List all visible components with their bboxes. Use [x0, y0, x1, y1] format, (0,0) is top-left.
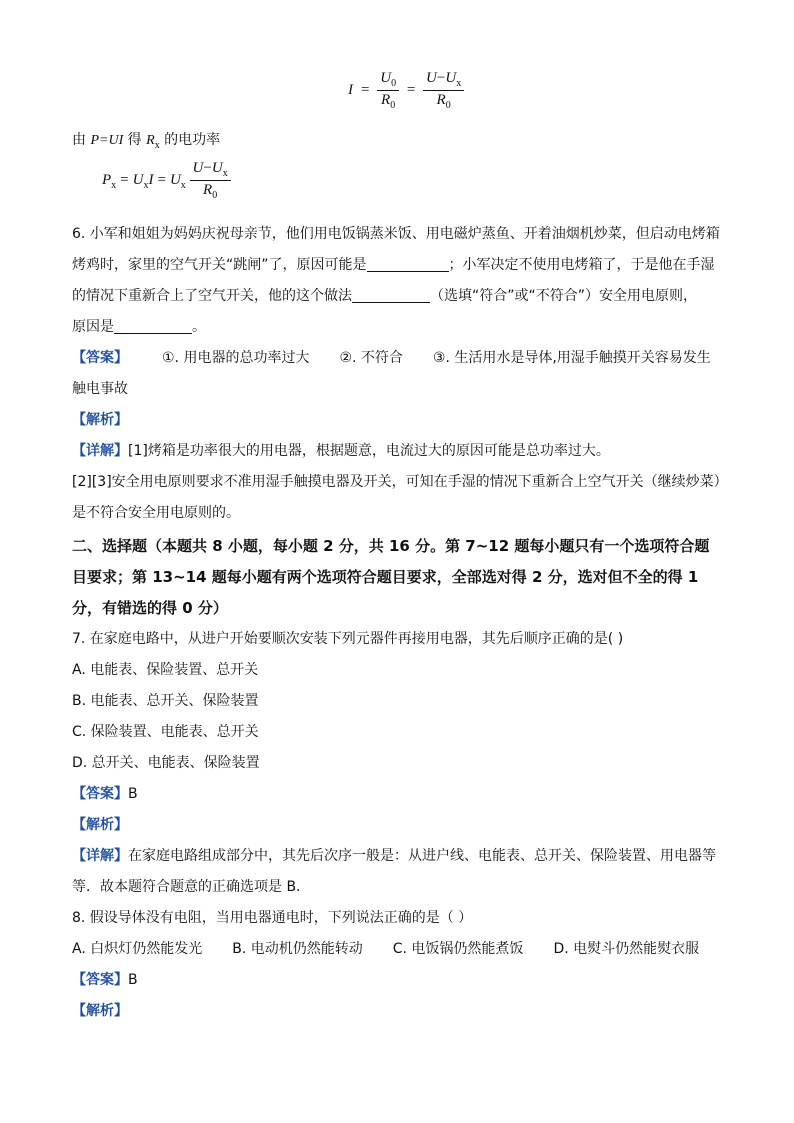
q8-option-a: A. 白炽灯仍然能发光	[72, 941, 203, 957]
q8-answer: 【答案】B	[72, 972, 138, 988]
q7-detail-2: 等．故本题符合题意的正确选项是 B．	[72, 879, 311, 895]
analysis-tag: 【解析】	[72, 1003, 128, 1019]
q7-option-b: B. 电能表、总开关、保险装置	[72, 693, 259, 709]
q6-answer: 【答案】 ①. 用电器的总功率过大 ②. 不符合 ③. 生活用水是导体,用湿手触摸开关容易发生	[72, 350, 711, 366]
q6-detail-2: [2][3]安全用电原则要求不准用湿手触摸电器及开关，可知在手湿的情况下重新合上空气开关（继续炒菜）	[72, 474, 728, 490]
q8-option-c: C. 电饭锅仍然能煮饭	[392, 941, 524, 957]
q8-stem: 8. 假设导体没有电阻，当用电器通电时，下列说法正确的是（ ）	[72, 910, 473, 926]
formula-fraction: $\frac{U-U_x}{R_0}$	[190, 160, 231, 201]
q6-stem-line2: 烤鸡时，家里的空气开关“跳闸”了，原因可能是 ；小军决定不使用电烤箱了，于是他在手湿	[72, 257, 715, 273]
formula-fraction: $\frac{U_0}{R_0}$	[377, 70, 399, 111]
q8-option-b: B. 电动机仍然能转动	[232, 941, 363, 957]
formula-power: $P_x = U_xI = U_x$ $\frac{U-U_x}{R_0}$	[102, 160, 231, 201]
answer-blank	[352, 288, 430, 303]
q7-option-d: D. 总开关、电能表、保险装置	[72, 755, 260, 771]
formula-fraction: $\frac{U-U_x}{R_0}$	[423, 70, 464, 111]
q7-answer: 【答案】B	[72, 786, 138, 802]
section-heading-line2: 目要求；第 13~14 题每小题有两个选项符合题目要求，全部选对得 2 分，选对但不全的得 1	[72, 568, 699, 586]
analysis-tag: 【解析】	[72, 817, 128, 833]
section-heading-line1: 二、选择题（本题共 8 小题，每小题 2 分，共 16 分。第 7~12 题每小题只有一个选项符合题	[72, 537, 710, 555]
formula-op: =	[406, 82, 416, 98]
q6-stem-line3: 的情况下重新合上了空气开关，他的这个做法 （选填“符合”或“不符合”）安全用电原则，	[72, 288, 698, 304]
analysis-tag: 【解析】	[72, 412, 128, 428]
formula-var: I	[348, 82, 353, 98]
formula-current	[344, 70, 464, 111]
q6-stem-line1: 6. 小军和姐姐为妈妈庆祝母亲节，他们用电饭锅蒸米饭、用电磁炉蒸鱼、开着油烟机炒菜，但启动电烤箱	[72, 226, 720, 242]
q7-stem: 7. 在家庭电路中，从进户开始要顺次安装下列元器件再接用电器，其先后顺序正确的是( )	[72, 631, 624, 647]
q6-detail-1: 【详解】[1]烤箱是功率很大的用电器，根据题意，电流过大的原因可能是总功率过大。	[72, 443, 610, 459]
answer-blank	[367, 257, 449, 272]
q6-stem-line4: 原因是 。	[72, 319, 206, 335]
section-heading-line3: 分，有错选的得 0 分）	[72, 599, 228, 617]
q7-option-a: A. 电能表、保险装置、总开关	[72, 662, 259, 678]
answer-blank	[114, 319, 192, 334]
q8-option-d: D. 电熨斗仍然能熨衣服	[553, 941, 700, 957]
intro-line: 由 P=UI 得 $R_x$ 的电功率	[72, 132, 221, 151]
q7-option-c: C. 保险装置、电能表、总开关	[72, 724, 259, 740]
q7-detail-1: 【详解】在家庭电路组成部分中，其先后次序一般是：从进户线、电能表、总开关、保险装置、用电器等	[72, 848, 716, 864]
q8-options-row	[72, 939, 699, 959]
formula-op: =	[361, 82, 370, 98]
q6-detail-3: 是不符合安全用电原则的。	[72, 505, 240, 521]
answer-tag: 【答案】	[72, 350, 128, 366]
q6-answer-cont: 触电事故	[72, 381, 128, 397]
